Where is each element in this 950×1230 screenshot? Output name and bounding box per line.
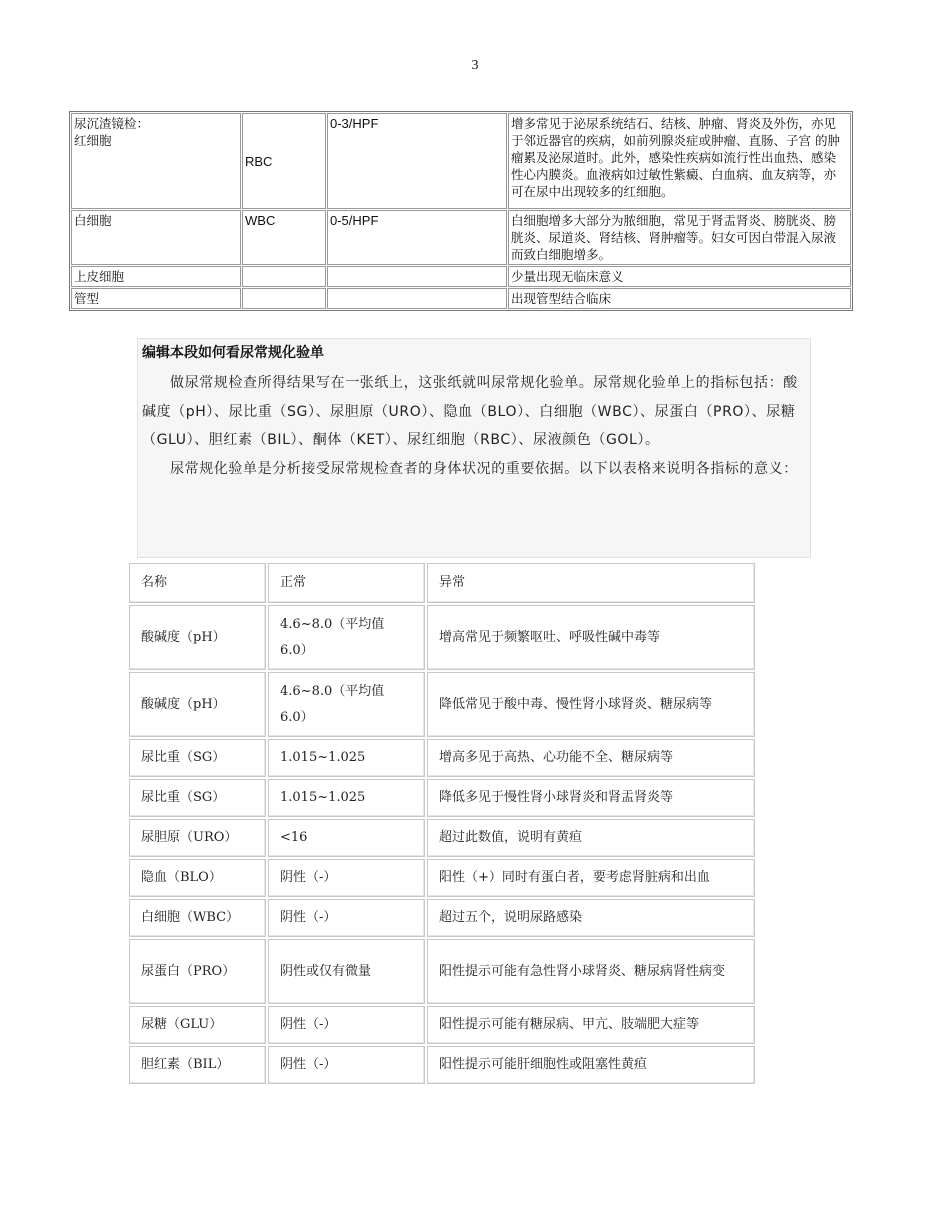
- how-to-read-section: [137, 338, 811, 558]
- table-row: [129, 672, 755, 737]
- column-header: 名称: [129, 563, 266, 603]
- indicator-name: 酸碱度（pH）: [129, 605, 266, 670]
- indicator-abnormal: 增高多见于高热、心功能不全、糖尿病等: [427, 739, 755, 777]
- column-header: 异常: [427, 563, 755, 603]
- indicator-name: 白细胞（WBC）: [129, 899, 266, 937]
- indicator-name: 尿糖（GLU）: [129, 1006, 266, 1044]
- indicator-abnormal: 阳性提示可能有糖尿病、甲亢、肢端肥大症等: [427, 1006, 755, 1044]
- item-name: 上皮细胞: [71, 266, 241, 287]
- item-code: RBC: [242, 113, 326, 209]
- indicator-abnormal: 降低常见于酸中毒、慢性肾小球肾炎、糖尿病等: [427, 672, 755, 737]
- indicator-name: 隐血（BLO）: [129, 859, 266, 897]
- table-row: [129, 1046, 755, 1084]
- item-code: WBC: [242, 210, 326, 265]
- indicator-name: 尿比重（SG）: [129, 779, 266, 817]
- item-code: [242, 266, 326, 287]
- table-row: [71, 113, 851, 209]
- item-meaning: 出现管型结合临床: [508, 288, 851, 309]
- indicator-abnormal: 阳性提示可能有急性肾小球肾炎、糖尿病肾性病变: [427, 939, 755, 1004]
- item-name: 白细胞: [71, 210, 241, 265]
- indicator-abnormal: 阳性（+）同时有蛋白者，要考虑肾脏病和出血: [427, 859, 755, 897]
- urine-sediment-table: [69, 111, 853, 311]
- table-row: [129, 1006, 755, 1044]
- indicator-normal: 4.6~8.0（平均值 6.0）: [268, 672, 425, 737]
- item-code: [242, 288, 326, 309]
- indicator-name: 尿蛋白（PRO）: [129, 939, 266, 1004]
- item-normal: 0-5/HPF: [327, 210, 507, 265]
- indicator-normal: 1.015~1.025: [268, 779, 425, 817]
- indicator-abnormal: 增高常见于频繁呕吐、呼吸性碱中毒等: [427, 605, 755, 670]
- item-meaning: 增多常见于泌尿系统结石、结核、肿瘤、肾炎及外伤，亦见于邻近器官的疾病，如前列腺炎症或肿瘤、直肠、子宫 的肿瘤累及泌尿道时。此外，感染性疾病如流行性出血热、感染性心内膜炎。血液病如过敏性紫癜、白血病、血友病等，亦可在尿中出现较多的红细胞。: [508, 113, 851, 209]
- indicator-name: 酸碱度（pH）: [129, 672, 266, 737]
- indicator-abnormal: 超过此数值，说明有黄疸: [427, 819, 755, 857]
- item-normal: 0-3/HPF: [327, 113, 507, 209]
- table-row: [71, 266, 851, 287]
- table-row: [129, 859, 755, 897]
- table-row: [129, 899, 755, 937]
- item-meaning: 白细胞增多大部分为脓细胞，常见于肾盂肾炎、膀胱炎、膀胱炎、尿道炎、肾结核、肾肿瘤等。妇女可因白带混入尿液而致白细胞增多。: [508, 210, 851, 265]
- table-row: [129, 779, 755, 817]
- section-paragraph: 做尿常规检查所得结果写在一张纸上，这张纸就叫尿常规化验单。尿常规化验单上的指标包括：酸碱度（pH）、尿比重（SG）、尿胆原（URO）、隐血（BLO）、白细胞（WBC）、尿蛋白（PRO）、尿糖（GLU）、胆红素（BIL）、酮体（KET）、尿红细胞（RBC）、尿液颜色（GOL）。: [142, 375, 798, 448]
- section-title: 编辑本段如何看尿常规化验单: [142, 345, 324, 361]
- item-name: 尿沉渣镜检： 红细胞: [71, 113, 241, 209]
- item-normal: [327, 266, 507, 287]
- indicator-normal: 1.015~1.025: [268, 739, 425, 777]
- page-number: 3: [471, 58, 479, 73]
- table-row: [71, 288, 851, 309]
- indicator-name: 尿胆原（URO）: [129, 819, 266, 857]
- indicator-normal: 阴性或仅有微量: [268, 939, 425, 1004]
- indicator-normal: 阴性（-）: [268, 1006, 425, 1044]
- item-normal: [327, 288, 507, 309]
- indicator-normal: 阴性（-）: [268, 1046, 425, 1084]
- indicator-normal: 阴性（-）: [268, 899, 425, 937]
- indicator-abnormal: 阳性提示可能肝细胞性或阻塞性黄疸: [427, 1046, 755, 1084]
- table-row: [129, 819, 755, 857]
- indicator-normal: 阴性（-）: [268, 859, 425, 897]
- indicator-name: 尿比重（SG）: [129, 739, 266, 777]
- item-meaning: 少量出现无临床意义: [508, 266, 851, 287]
- table-row: [71, 210, 851, 265]
- indicator-normal: 4.6~8.0（平均值 6.0）: [268, 605, 425, 670]
- table-row: [129, 939, 755, 1004]
- section-paragraph: 尿常规化验单是分析接受尿常规检查者的身体状况的重要依据。以下以表格来说明各指标的意义：: [170, 460, 798, 477]
- table-row: [129, 605, 755, 670]
- item-name: 管型: [71, 288, 241, 309]
- table-row: [129, 739, 755, 777]
- table-header-row: [129, 563, 755, 603]
- indicator-normal: <16: [268, 819, 425, 857]
- indicator-name: 胆红素（BIL）: [129, 1046, 266, 1084]
- indicator-abnormal: 超过五个，说明尿路感染: [427, 899, 755, 937]
- urinalysis-indicator-table: [127, 561, 757, 1086]
- indicator-abnormal: 降低多见于慢性肾小球肾炎和肾盂肾炎等: [427, 779, 755, 817]
- column-header: 正常: [268, 563, 425, 603]
